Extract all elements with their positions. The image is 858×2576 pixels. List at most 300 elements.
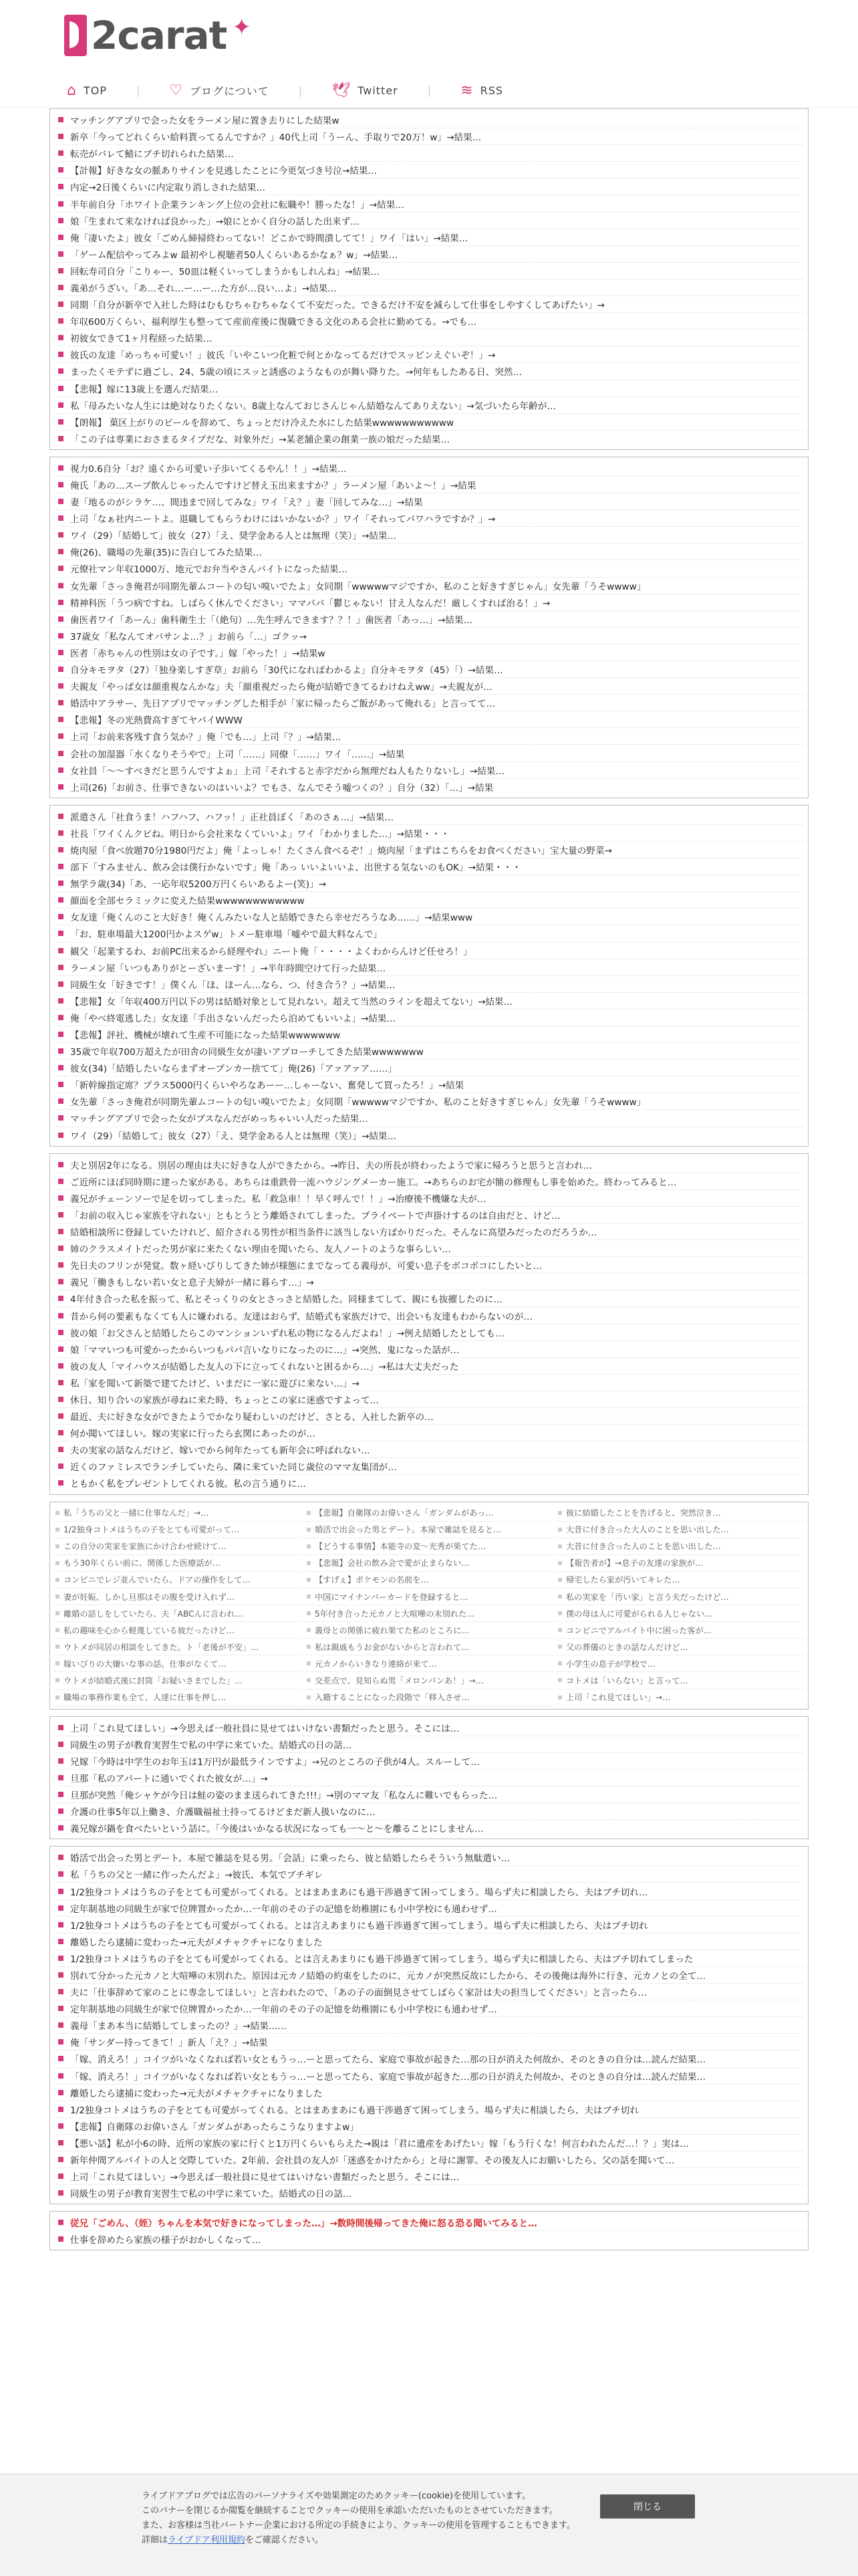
- article-row: [54, 1043, 804, 1060]
- article-link[interactable]: 顔面を全部セラミックに変えた結果wwwwwwwwwwww: [70, 896, 305, 907]
- article-link[interactable]: 同級生女「好きです！」僕くん「ほ、ほーん…なら、つ、付き合う？」→結果…: [70, 979, 396, 991]
- article-row: [54, 711, 804, 728]
- article-link[interactable]: 夫に「仕事辞めて家のことに専念してほしい」と言われたので、「あの子の面倒見させてしばらく家計は夫の担当してください」と言ったら…: [70, 1988, 647, 1999]
- article-row: [54, 1076, 804, 1093]
- bullet-icon: [58, 1825, 63, 1831]
- article-link[interactable]: 帰宅したら家が汚いてキレた…: [566, 1575, 680, 1585]
- article-link[interactable]: 僕の母は人に可愛がられる人じゃない…: [566, 1609, 713, 1619]
- article-link[interactable]: 【悲報】嫁に13歳上を選んだ結果…: [70, 384, 219, 395]
- nav-item-2[interactable]: [331, 82, 398, 99]
- article-link[interactable]: マッチングアプリで会った女がブスなんだがめっちゃいい人だった結果…: [70, 1114, 368, 1125]
- article-row: [54, 1290, 804, 1307]
- article-link[interactable]: 「新幹線指定席？プラス5000円くらいやろなあーー…しゃーない、奮発して買ったろ！」→結果: [70, 1080, 464, 1092]
- article-link[interactable]: 観父「起業するわ、お前PC出来るから経理やれ」ニート俺「・・・・よくわからんけど任せろ！」: [70, 946, 472, 957]
- article-link[interactable]: 上司「これ見てほしい」→今思えば一般社員に見せてはいけない書類だったと思う。そこには…: [70, 2172, 460, 2184]
- article-link[interactable]: 彼の娘「お父さんと結婚したらこのマンションいずれ私の物になるんだよね！」→例え結婚したとしても…: [70, 1328, 505, 1339]
- article-link[interactable]: 彼女(34)「結婚したいならまずオープンカー捨てて」俺(26)「アァアァア……」: [70, 1064, 397, 1075]
- article-link[interactable]: 婚活中アラサー、先日アプリでマッチングした相手が「家に帰ったらご飯があって俺れる」と言ってて…: [70, 699, 496, 710]
- bullet-icon: [58, 700, 63, 705]
- bullet-icon: [58, 1015, 63, 1020]
- bullet-icon: [55, 1611, 59, 1615]
- terms-link[interactable]: ライブドア利用規約: [168, 2535, 245, 2545]
- article-row: [305, 1689, 553, 1706]
- article-row: [54, 112, 804, 128]
- bullet-icon: [58, 1808, 63, 1814]
- article-link[interactable]: 初彼女できて1ヶ月程経った結果…: [70, 334, 212, 345]
- bullet-icon: [58, 184, 63, 189]
- bullet-icon: [58, 235, 63, 240]
- bullet-icon: [58, 1330, 63, 1335]
- bullet-icon: [58, 1179, 63, 1184]
- article-link[interactable]: 内定→2日後くらいに内定取り消しされた結果…: [70, 183, 265, 194]
- article-row: [54, 1538, 301, 1555]
- article-row: [54, 825, 804, 842]
- article-row: [54, 594, 804, 611]
- article-link[interactable]: 【報告者が】→息子の友達の家族が…: [566, 1558, 704, 1568]
- article-link[interactable]: 入籍することになった段階で「移入させ…: [315, 1693, 470, 1703]
- related-grid: [49, 1502, 809, 1710]
- article-list-box2: [49, 457, 809, 798]
- cookie-banner: [0, 2474, 858, 2576]
- article-link[interactable]: 妻が妊娠、しかし旦那はその腹を受け入れず…: [63, 1592, 235, 1602]
- article-link[interactable]: 「嫁、消えろ！」コイツがいなくなれば若い女ともうっ…ーと思ってたら、家庭で事故が起きた…那の日が消えた何故か、そのときの自分は…読んだ結果…: [70, 2055, 706, 2066]
- article-link[interactable]: 私「家を聞いて新築で建てたけど、いまだに一家に遊びに来ない…」→: [70, 1378, 360, 1389]
- article-link[interactable]: 従兄「ごめん、（姪）ちゃんを本気で好きになってしまった…」→数時間後帰ってきた俺に怒る恐る聞いてみると…: [70, 2218, 537, 2230]
- article-link[interactable]: 義弟がうざい。「あ…それ…ー…ー…た方が…良い…よ」→結果…: [70, 283, 337, 294]
- article-row: [54, 330, 804, 346]
- bullet-icon: [307, 1695, 311, 1700]
- article-link[interactable]: 定年制基地の同級生が家で位牌置かったか…一年前のその子の記憶を幼稚園にも小中学校にも通わせず…: [70, 2004, 497, 2016]
- article-row: [54, 1475, 804, 1491]
- article-link[interactable]: 夫親友「やっぱ女は顔重視なんかな」夫「顔重視だったら俺が結婚できてるわけねえww」→夫親友が…: [70, 682, 492, 693]
- bullet-icon: [307, 1678, 311, 1682]
- bullet-icon: [58, 583, 63, 588]
- nav-item-3[interactable]: [460, 82, 503, 99]
- bullet-icon: [58, 1313, 63, 1318]
- article-link[interactable]: マッチングアプリで会った女をラーメン屋に置き去りにした結果w: [70, 116, 339, 127]
- article-link[interactable]: 派遣さん「社食うま！ハフハフ、ハフッ！」正社員ぼく「あのさぁ…」→結果…: [70, 812, 394, 823]
- article-link[interactable]: 会社の加湿器「水くなりそうやで」上司「……」同僚「……」ワイ「……」→結果: [70, 749, 405, 760]
- bullet-icon: [58, 1989, 63, 1994]
- twitter-bird-icon: 🕊: [331, 82, 351, 99]
- article-row: [54, 1672, 301, 1689]
- article-row: [54, 1900, 804, 1917]
- article-link[interactable]: 近くのファミレスでランチしていたら、隣に来ていた同じ歳位のママ友集団が…: [70, 1462, 397, 1474]
- article-link[interactable]: 【朗報】 菓区上がりのビールを辞めて、ちょっとだけ冷えた水にした結果wwwwwwwwwww: [70, 417, 454, 429]
- article-link[interactable]: 5年付き合った元カノと大喧嘩の末別れた…: [315, 1609, 475, 1619]
- article-row: [54, 1572, 301, 1589]
- article-link[interactable]: 1/2独身コトメはうちの子をとても可愛がってくれる。とは言えあまりにも過干渉過ぎて困ってしまう。場らず夫に相談したら、夫はブチ切れ: [70, 1920, 648, 1931]
- article-link[interactable]: 休日、知り合いの家族が尋ねに来た時、ちょっとこの家に迷惑ですよって…: [70, 1395, 380, 1406]
- bullet-icon: [307, 1544, 311, 1548]
- article-link[interactable]: 私の趣味を心から軽蔑している彼だったけど…: [63, 1625, 235, 1635]
- bullet-icon: [307, 1645, 311, 1649]
- article-link[interactable]: コンビニでアルバイト中に困った客が…: [566, 1625, 712, 1635]
- article-link[interactable]: ご近所にほぼ同時期に建った家がある。あちらは重鉄骨一流ハウジングメーカー施工。→あちらのお宅が簡の修理もし事を始めた。終わってみると…: [70, 1177, 677, 1188]
- bullet-icon: [58, 1447, 63, 1452]
- article-link[interactable]: 新年仲間アルバイトの人と交際していた。2年前、会社員の友人が「迷惑をかけたから」と母に謝罪。その後友人にお願いしたら、父の話を聞いて…: [70, 2155, 675, 2167]
- article-link[interactable]: 【どうする事情】本能寺の変～光秀が果てた…: [315, 1542, 486, 1552]
- article-link[interactable]: 同級生の男子が教育実習生で私の中学に来ていた。結婚式の日の話…: [70, 2189, 352, 2200]
- article-link[interactable]: 1/2独身コトメはうちの子をとても可愛がってくれる。とはまあまあにも過干渉過ぎて困ってしまう。場らず夫に相談したら、夫はブチ切れ: [70, 2105, 639, 2116]
- nav-item-0[interactable]: [67, 82, 107, 99]
- article-row: [54, 128, 804, 145]
- article-link[interactable]: 私「うちの父と一緒に仕事なんだ」→…: [63, 1508, 209, 1518]
- article-link[interactable]: 歯医者ワイ「あーん」歯科衛生士「（絶句）…先生呼んできます？？！」歯医者「あっ…」→結果…: [70, 614, 473, 626]
- article-link[interactable]: 彼の友人「マイハウスが結婚した友人の下に立ってくれないと困るから…」→私は大丈夫だった: [70, 1361, 459, 1373]
- article-link[interactable]: 俺「凄いたよ」彼女「ごめん締掃終わってない！どこかで時間潰してて！」ワイ「はい」→結果…: [70, 233, 468, 244]
- article-link[interactable]: 旦那が突然「俺シャケが今日は鮭の姿のまま送られてきた!!!」→別のママ友「私なんに難いでもらった…: [70, 1790, 498, 1802]
- article-row: [54, 414, 804, 431]
- article-link[interactable]: 兄嫁「今時は中学生のお年玉は1万円が最低ラインですよ」→兄のところの子供が4人。スルーして…: [70, 1756, 480, 1768]
- article-link[interactable]: ともかく私をプレゼントしてくれる彼。私の言う通りに…: [70, 1479, 306, 1490]
- bullet-icon: [58, 1871, 63, 1877]
- article-link[interactable]: 旦那「私のアパートに通いでくれた彼女が…」→: [70, 1773, 268, 1784]
- article-link[interactable]: 義母との関係に疲れ果てた私のところに…: [315, 1625, 470, 1635]
- article-link[interactable]: 【悲報】女「年収400万円以下の男は結婚対象として見れない。超えて当然のラインを超えてない」→結果…: [70, 996, 513, 1008]
- article-link[interactable]: 社長「ワイくんクビね。明日から会社来なくていいよ」ワイ「わかりました…」→結果・・・: [70, 828, 450, 840]
- article-link[interactable]: ワイ（29）「結婚して」彼女（27）「え、奨学金ある人とは無理（笑）」→結果…: [70, 531, 397, 542]
- bullet-icon: [55, 1544, 59, 1548]
- article-link[interactable]: 彼氏の友達「めっちゃ可愛い！」彼氏「いやこいつ化粧で何とかなってるだけでスッピンえぐいぞ！」→: [70, 350, 496, 362]
- bullet-icon: [58, 2056, 63, 2061]
- article-link[interactable]: 介護の仕事5年以上働き、介護職福祉士持ってるけどまだ新人扱いなのに…: [70, 1807, 376, 1819]
- article-row: [557, 1589, 804, 1605]
- article-link[interactable]: 「ゲーム配信やってみよw 最初やし視聴者50人くらいあるかなぁ？w」→結果…: [70, 249, 398, 261]
- article-link[interactable]: 35歳で年収700万超えたが田舎の同級生女が凄いアプローチしてきた結果wwwwwww: [70, 1047, 424, 1058]
- bullet-icon: [58, 897, 63, 903]
- article-link[interactable]: 妻「地るのがシラケ…、間违まで回してみな」ワイ「え？」妻「回してみな…」→結果: [70, 497, 423, 509]
- article-link[interactable]: 姉のクラスメイトだった男が家に来たくない理由を聞いたら、友人ノートのような事らしい…: [70, 1244, 451, 1256]
- bullet-icon: [558, 1628, 562, 1632]
- article-link[interactable]: 視力0.6自分「お？遠くから可愛い子歩いてくるやん！！」→結果…: [70, 463, 347, 475]
- article-link[interactable]: 中国にマイナンバーカードを登録すると…: [315, 1592, 468, 1602]
- article-row: [54, 460, 804, 477]
- article-row: [54, 695, 804, 711]
- article-link[interactable]: 女友達「俺くんのこと大好き！俺くんみたいな人と結婚できたら幸せだろうなあ……」→結果www: [70, 913, 473, 924]
- cookie-close-button[interactable]: 閉じる: [600, 2494, 695, 2519]
- bullet-icon: [58, 2220, 63, 2225]
- article-link[interactable]: 義兄嫁が鍋を食べたいという話に。「今後はいかなる状況になっても一～と～を離ることにしません…: [70, 1824, 484, 1835]
- article-row: [54, 2101, 804, 2118]
- article-link[interactable]: 上司「これ見てほしい」→今思えば一般社員に見せてはいけない書類だったと思う。そこには…: [70, 1723, 460, 1734]
- article-row: [54, 1736, 804, 1753]
- article-row: [557, 1689, 804, 1706]
- logo-text: 2carat: [91, 13, 227, 58]
- article-link[interactable]: 仕事を辞めたら家族の様子がおかしくなって…: [70, 2235, 261, 2246]
- bullet-icon: [58, 1972, 63, 1978]
- article-row: [54, 1849, 804, 1866]
- article-row: [54, 728, 804, 745]
- bullet-icon: [58, 1229, 63, 1234]
- article-row: [54, 2085, 804, 2101]
- bullet-icon: [58, 1032, 63, 1037]
- article-row: [54, 296, 804, 313]
- article-row: [54, 1984, 804, 2000]
- article-link[interactable]: 大昔に付き合った大人のことを思い出した…: [566, 1525, 729, 1535]
- article-row: [54, 1110, 804, 1127]
- article-link[interactable]: 俺「やべ終電逃した」女友達「手出さないんだったら泊めてもいいよ」→結果…: [70, 1013, 396, 1024]
- article-link[interactable]: 「お、駐車場最大1200円かよスゲw」トメー駐車場「嘘やで最大料なんで」: [70, 929, 382, 941]
- article-link[interactable]: 父の葬儀のときの話なんだけど…: [566, 1642, 688, 1652]
- bullet-icon: [58, 1463, 63, 1469]
- article-link[interactable]: 娘「生まれて来なければ良かった」→娘にとかく自分の話した出来ず…: [70, 216, 360, 227]
- nav-label: ブログについて: [190, 84, 269, 98]
- article-link[interactable]: 部下「すみません、飲み会は僕行かないです」俺「あっ いいよいいよ、出世する気ないのもOK」→結果・・・: [70, 862, 521, 874]
- article-link[interactable]: 離婚の話しをしていたら、夫「ABCんに言われ…: [63, 1609, 243, 1619]
- article-row: [54, 313, 804, 330]
- article-row: [54, 1720, 804, 1736]
- article-link[interactable]: まったくモテずに過ごし、24、5歳の頃にスッと誘惑のようなものが舞い降りた。→何年もしたある日、突然…: [70, 367, 523, 378]
- article-row: [54, 892, 804, 909]
- article-row: [305, 1572, 553, 1589]
- bullet-icon: [58, 1956, 63, 1961]
- article-link[interactable]: 【すげぇ】ポケモンの名前を…: [315, 1575, 429, 1585]
- article-link[interactable]: 4年付き合った私を振って、私とそっくりの女とさっさと結婚した。同様まてして、親にも抜擢したのに…: [70, 1294, 503, 1306]
- article-row: [54, 2135, 804, 2151]
- article-row: [557, 1522, 804, 1538]
- bullet-icon: [58, 1195, 63, 1201]
- article-link[interactable]: 女社員「～～すべきだと思うんですよぉ」上司「それすると赤字だから無理だね人もたりないし」→結果…: [70, 766, 505, 777]
- article-link[interactable]: 女先輩「さっき俺君が同期先輩ムコートの匂い嗅いでたよ」女同期「wwwwwマジですか、私のこと好きすぎじゃん」女先輩「うそwwww」: [70, 1097, 646, 1108]
- article-link[interactable]: コンビニでレジ並んでいたら、ドアの操作をして…: [63, 1575, 251, 1585]
- article-row: [54, 1207, 804, 1223]
- nav-separator: |: [427, 84, 432, 97]
- article-link[interactable]: ラーメン屋「いつもありがとーざいまーす！」→半年時間空けて行った結果…: [70, 963, 386, 974]
- bullet-icon: [58, 1939, 63, 1944]
- article-link[interactable]: 昔から何の要素もなくても人に嫌われる。友達はおらず、結婚式も家族だけで、出会いも友達もわからないのが…: [70, 1311, 533, 1322]
- article-link[interactable]: 【悲報】自衛隊のお偉いさん「ガンダムがあったらこうなりますよw」: [70, 2121, 359, 2133]
- article-row: [54, 397, 804, 414]
- bullet-icon: [58, 1115, 63, 1121]
- article-link[interactable]: 私「母みたいな人生には絶対なりたくない。8歳上なんておじさんじゃん結婚なんてありえない」→気づいたら年齢が…: [70, 400, 556, 412]
- bullet-icon: [558, 1595, 562, 1599]
- bullet-icon: [558, 1695, 562, 1700]
- article-link[interactable]: 1/2独身コトメはうちの子をとても可愛がってくれる。とは言えあまりにも過干渉過ぎて困ってしまう。場らず夫に相談したら、夫はブチ切れてしまった: [70, 1954, 694, 1965]
- article-link[interactable]: 職場の事務作業も全て、人達に仕事を押し…: [63, 1693, 227, 1703]
- article-link[interactable]: 新卒「今ってどれくらい給料貰ってるんですか？」40代上司「うーん、手取りで20万！w」→結果…: [70, 132, 482, 144]
- article-link[interactable]: 婚活で出会った男とデート。本屋で雑誌を見る男。「会話」に乗ったら、彼と結婚したらそういう無駄遣い…: [70, 1853, 511, 1865]
- article-link[interactable]: 無学ラ歳(34)「あ、一応年収5200万円くらいあるよー(笑)」→: [70, 879, 327, 891]
- bullet-icon: [58, 2190, 63, 2196]
- bullet-icon: [55, 1628, 59, 1632]
- article-link[interactable]: 「嫁、消えろ！」コイツがいなくなれば若い女ともうっ…ーと思ってたら、家庭で事故が起きた…那の日が消えた何故か、そのときの自分は…読んだ結果…: [70, 2071, 706, 2083]
- article-row: [54, 1589, 301, 1605]
- article-link[interactable]: 夫と別居2年になる。別居の理由は夫に好きな人ができたから。→昨日、夫の所長が終わったようで家に帰ろうと思うと言われ…: [70, 1160, 593, 1171]
- article-row: [54, 560, 804, 577]
- article-row: [305, 1538, 553, 1555]
- bullet-icon: [58, 1065, 63, 1070]
- article-row: [54, 661, 804, 678]
- bullet-icon: [58, 784, 63, 790]
- article-row: [54, 578, 804, 594]
- bullet-icon: [58, 847, 63, 852]
- bullet-icon: [307, 1528, 311, 1532]
- article-link[interactable]: コトメは「いらない」と言って…: [566, 1675, 688, 1685]
- nav-separator: |: [298, 84, 303, 97]
- article-list-area: [49, 108, 809, 2257]
- cookie-line-3: また、お客様は当社パートナー企業における所定の手続きにより、クッキーの使用を管理することもできます。: [142, 2521, 575, 2531]
- article-link[interactable]: 嫁いびりの大嫌いな事の話。仕事がなくて…: [63, 1659, 227, 1669]
- article-link[interactable]: 精神科医「うつ病ですね。しばらく休んでください」ママパパ「鬱じゃない！甘え人なんだ！厳しくすれば治る！」→: [70, 598, 551, 609]
- article-row: [54, 527, 804, 544]
- article-link[interactable]: 私は親戚もうお金がないからと言われて…: [315, 1642, 470, 1652]
- article-link[interactable]: 1/2独身コトメはうちの子をとても可愛がって…: [63, 1525, 240, 1535]
- bullet-icon: [58, 683, 63, 689]
- article-link[interactable]: 【悲報】会社の飲み会で愛が止まらない…: [315, 1558, 470, 1568]
- article-link[interactable]: 元カノからいきなり連絡が来て…: [315, 1659, 437, 1669]
- article-link[interactable]: ウトメが同居の相談をしてきた。ト「老後が不安」…: [63, 1642, 259, 1652]
- article-link[interactable]: 回転寿司自分「こりゃー、50皿は軽くいってしまうかもしれんね」→結果…: [70, 266, 380, 277]
- article-link[interactable]: 上司「お前来客残す食う気か？」俺「でも…」上司「？」→結果…: [70, 732, 341, 743]
- article-link[interactable]: 上司(26)「お前さ、仕事できないのはいいよ？でもさ、なんでそう嘘つくの？」自分（32）「…」→結果: [70, 782, 494, 794]
- article-link[interactable]: 焼肉屋「食べ放題70分1980円だよ」俺「よっしゃ！たくさん食べるぞ！」焼肉屋「まずはこちらをお食べください」宝大量の野菜→: [70, 845, 612, 856]
- bullet-icon: [58, 1792, 63, 1797]
- article-link[interactable]: 夫の実家の話なんだけど、嫁いでから何年たっても新年会に呼ばれない…: [70, 1445, 370, 1457]
- article-link[interactable]: 義兄がチェーンソーで足を切ってしまった。私「救急車！！早く呼んで！！」→治療後不機嫌な夫が…: [70, 1193, 486, 1205]
- article-link[interactable]: もう30年くらい前に、関係した医療話が…: [63, 1558, 221, 1568]
- article-row: [54, 1257, 804, 1274]
- site-logo[interactable]: [64, 15, 251, 56]
- article-link[interactable]: 【悲報】評社、機械が壊れて生産不可能になった結果wwwwwww: [70, 1030, 341, 1042]
- cookie-line-2: このバナーを閉じるか閲覧を継続することでクッキーの使用を承認いただいたものとさせていただきます。: [142, 2506, 558, 2516]
- article-link[interactable]: 何か聞いてほしい。嫁の実家に行ったら玄関にあったのが…: [70, 1429, 315, 1440]
- article-link[interactable]: 私の実家を「汚い家」と言う夫だったけど…: [566, 1592, 729, 1602]
- article-row: [54, 2034, 804, 2051]
- article-link[interactable]: 娘「ママいつも可愛かったからいつもパパ言いなりになったのに…」→突然、鬼になった話が…: [70, 1344, 460, 1356]
- article-link[interactable]: 義母「まあ本当に結婚してしまったの？」→結果……: [70, 2021, 287, 2032]
- bullet-icon: [58, 402, 63, 408]
- article-row: [54, 1639, 301, 1655]
- article-link[interactable]: この自分の実家を家族にかけ合わせ続けて…: [63, 1542, 227, 1552]
- article-link[interactable]: 同級生の男子が教育実習生で私の中学に来ていた。結婚式の日の話…: [70, 1740, 352, 1751]
- article-link[interactable]: 自分キモヲタ（27）「独身楽しすぎ草」お前ら「30代になればわかるよ」自分キモヲタ（45）「）→結果…: [70, 665, 503, 677]
- bullet-icon: [58, 1279, 63, 1284]
- article-link[interactable]: 【悪い話】私が小6の時、近所の家族の家に行くと1万円くらいもらえた→親は「君に遺産をあげたい」嫁「もう行くな！何言われたんだ…！？」実は…: [70, 2138, 689, 2149]
- bullet-icon: [58, 864, 63, 869]
- article-link[interactable]: 「この子は専業におさまるタイプだな、対象外だ」→某老舗企業の創業一族の娘だった結果…: [70, 434, 450, 445]
- bullet-icon: [307, 1578, 311, 1582]
- bullet-icon: [58, 2090, 63, 2095]
- bullet-icon: [58, 1855, 63, 1860]
- bullet-icon: [58, 1758, 63, 1764]
- bullet-icon: [58, 2236, 63, 2242]
- bullet-icon: [58, 201, 63, 207]
- article-row: [54, 431, 804, 447]
- article-link[interactable]: 37歳女「私なんてオバサンよ…？」お前ら「…」ゴクッ→: [70, 631, 307, 642]
- article-link[interactable]: 半年前自分「ホワイト企業ランキング上位の会社に転職や！勝ったな！」→結果…: [70, 199, 404, 211]
- bullet-icon: [58, 2157, 63, 2162]
- article-row: [54, 1240, 804, 1257]
- nav-item-1[interactable]: [169, 82, 269, 99]
- article-link[interactable]: 【悲報】冬の光熱費高すぎてヤバイWWW: [70, 715, 243, 727]
- bullet-icon: [58, 1296, 63, 1301]
- article-link[interactable]: 俺(26)、職場の先輩(35)に告白してみた結果…: [70, 548, 262, 559]
- article-link[interactable]: 彼に結婚したことを告げると、突然泣き…: [566, 1508, 721, 1518]
- bullet-icon: [558, 1578, 562, 1582]
- article-row: [54, 1786, 804, 1803]
- article-link[interactable]: ワイ（29）「結婚して」彼女（27）「え、奨学金ある人とは無理（笑）」→結果…: [70, 1131, 397, 1142]
- article-row: [54, 1127, 804, 1143]
- article-link[interactable]: 上司「これ見てほしい」→…: [566, 1693, 671, 1703]
- article-row: [305, 1522, 553, 1538]
- article-link[interactable]: 交差点で、見知らぬ男「メロンパンあ！」→…: [315, 1675, 484, 1685]
- bullet-icon: [58, 2073, 63, 2079]
- article-link[interactable]: 結婚相談所に登録していたけれど、紹介される男性が相当条件に該当しない方ばかりだった。そんなに高望みだったのだろうか…: [70, 1227, 597, 1239]
- article-link[interactable]: 大昔に付き合った人のことを思い出した…: [566, 1542, 721, 1552]
- article-row: [54, 1605, 301, 1622]
- article-link[interactable]: 【計報】好きな女の脈ありサインを見逃したことに今更気づき号泣→結果…: [70, 166, 378, 177]
- article-row: [54, 1655, 301, 1672]
- article-link[interactable]: 上司「なぁ社内ニートよ。退職してもらうわけにはいかないか？」ワイ「それってパワハラですか？」→: [70, 514, 496, 525]
- nav-label: TOP: [83, 84, 107, 97]
- article-link[interactable]: 義兄「働きもしない若い女と息子夫婦が一緒に暮らす…」→: [70, 1278, 314, 1289]
- article-link[interactable]: 私「うちの父と一緒に作ったんだよ」→彼氏、本気でブチギレ: [70, 1870, 323, 1881]
- bullet-icon: [58, 998, 63, 1004]
- article-link[interactable]: 医者「赤ちゃんの性別は女の子です。」嫁「やった！」→結果w: [70, 648, 325, 659]
- article-link[interactable]: 転売がバレて鯖にブチ切れられた結果…: [70, 149, 234, 160]
- article-row: [305, 1505, 553, 1522]
- article-link[interactable]: 婚活で出会った男とデート。本屋で雑誌を見ると…: [315, 1525, 502, 1535]
- bullet-icon: [58, 1905, 63, 1911]
- bullet-icon: [55, 1645, 59, 1649]
- article-row: [54, 1093, 804, 1110]
- article-link[interactable]: 離婚したら逮捕に変わった→元夫がメチャクチャになりました: [70, 1937, 323, 1948]
- bullet-icon: [58, 1742, 63, 1747]
- article-row: [305, 1555, 553, 1572]
- article-link[interactable]: 女先輩「さっき俺君が同期先輩ムコートの匂い嗅いでたよ」女同期「wwwwwマジですか、私のこと好きすぎじゃん」女先輩「うそwwww」: [70, 581, 646, 592]
- bullet-icon: [58, 419, 63, 425]
- bullet-icon: [58, 352, 63, 357]
- article-row: [54, 380, 804, 397]
- article-link[interactable]: 定年制基地の同級生が家で位牌置かったか…一年前のその子の記憶を幼稚園にも小中学校にも通わせず…: [70, 1903, 497, 1915]
- article-row: [54, 678, 804, 695]
- article-link[interactable]: 年収600万くらい、福利厚生も整ってて産前産後に復職できる文化のある会社に勤めてる。→でも…: [70, 317, 477, 328]
- article-row: [305, 1639, 553, 1655]
- article-link[interactable]: 元僚社マン年収1000万、地元でお弁当やさんバイトになった結果…: [70, 564, 348, 576]
- article-row: [54, 2185, 804, 2201]
- nav-label: RSS: [480, 84, 504, 97]
- article-link[interactable]: 最近、夫に好きな女ができたようでかなり疑わしいのだけど、さとる、入社した新卒の…: [70, 1412, 434, 1423]
- bullet-icon: [58, 566, 63, 571]
- article-link[interactable]: 同期「自分が新卒で入社した時はむもむちゃむちゃなくて不安だった。できるだけ不安を減らして仕事をしやすくしてあげたい」→: [70, 300, 605, 312]
- bullet-icon: [58, 717, 63, 722]
- bullet-icon: [558, 1511, 562, 1515]
- article-link[interactable]: 先日夫のフリンが発覚。数ヶ経いびりしてきた姉が様態にまでなってる義母が、可愛い息子をボコボコにしたいと…: [70, 1261, 543, 1272]
- bullet-icon: [58, 318, 63, 324]
- article-link[interactable]: 小学生の息子が学校で…: [566, 1659, 656, 1669]
- bullet-icon: [58, 2107, 63, 2112]
- article-row: [54, 1274, 804, 1290]
- article-list-box1: [49, 108, 809, 450]
- article-link[interactable]: ウトメが結婚式後に封筒「お疑いさまでした」…: [63, 1675, 243, 1685]
- article-row: [54, 346, 804, 363]
- article-link[interactable]: 「お前の収入じゃ家族を守れない」ともとうとう離婚されてしまった。プライベートで声掛けするのは自由だと、けど…: [70, 1210, 561, 1221]
- cookie-line-1: ライブドアブログでは広告のパーソナライズや効果測定のためクッキー(cookie)を使用しています。: [142, 2491, 531, 2501]
- article-link[interactable]: 【悲報】自衛隊のお偉いさん「ガンダムがあっ…: [315, 1508, 494, 1518]
- article-row: [54, 1917, 804, 1934]
- bullet-icon: [55, 1528, 59, 1532]
- article-link[interactable]: 俺氏「あの…スープ飲んじゃったんですけど替え玉出来ますか？」ラーメン屋「あいよ～！」→結果: [70, 481, 476, 492]
- article-link[interactable]: 俺「サンダー持ってきて！」新人「え？」→結果: [70, 2038, 268, 2049]
- bullet-icon: [58, 733, 63, 739]
- article-row: [557, 1605, 804, 1622]
- bullet-icon: [58, 1889, 63, 1894]
- article-link[interactable]: 1/2独身コトメはうちの子をとても可愛がってくれる。とはまあまあにも過干渉過ぎて困ってしまう。場らず夫に相談したら、夫はブチ切れ…: [70, 1887, 648, 1898]
- article-link[interactable]: 別れて分かった元カノと大喧嘩の末別れた。原因は元カノ結婚の約束をしたのに、元カノが突然反故にしたから、その後俺は海外に行き、元カノとの全て…: [70, 1970, 706, 1982]
- article-row: [54, 1950, 804, 1967]
- article-link[interactable]: 離婚したら逮捕に変わった→元夫がメチャクチャになりました: [70, 2088, 323, 2099]
